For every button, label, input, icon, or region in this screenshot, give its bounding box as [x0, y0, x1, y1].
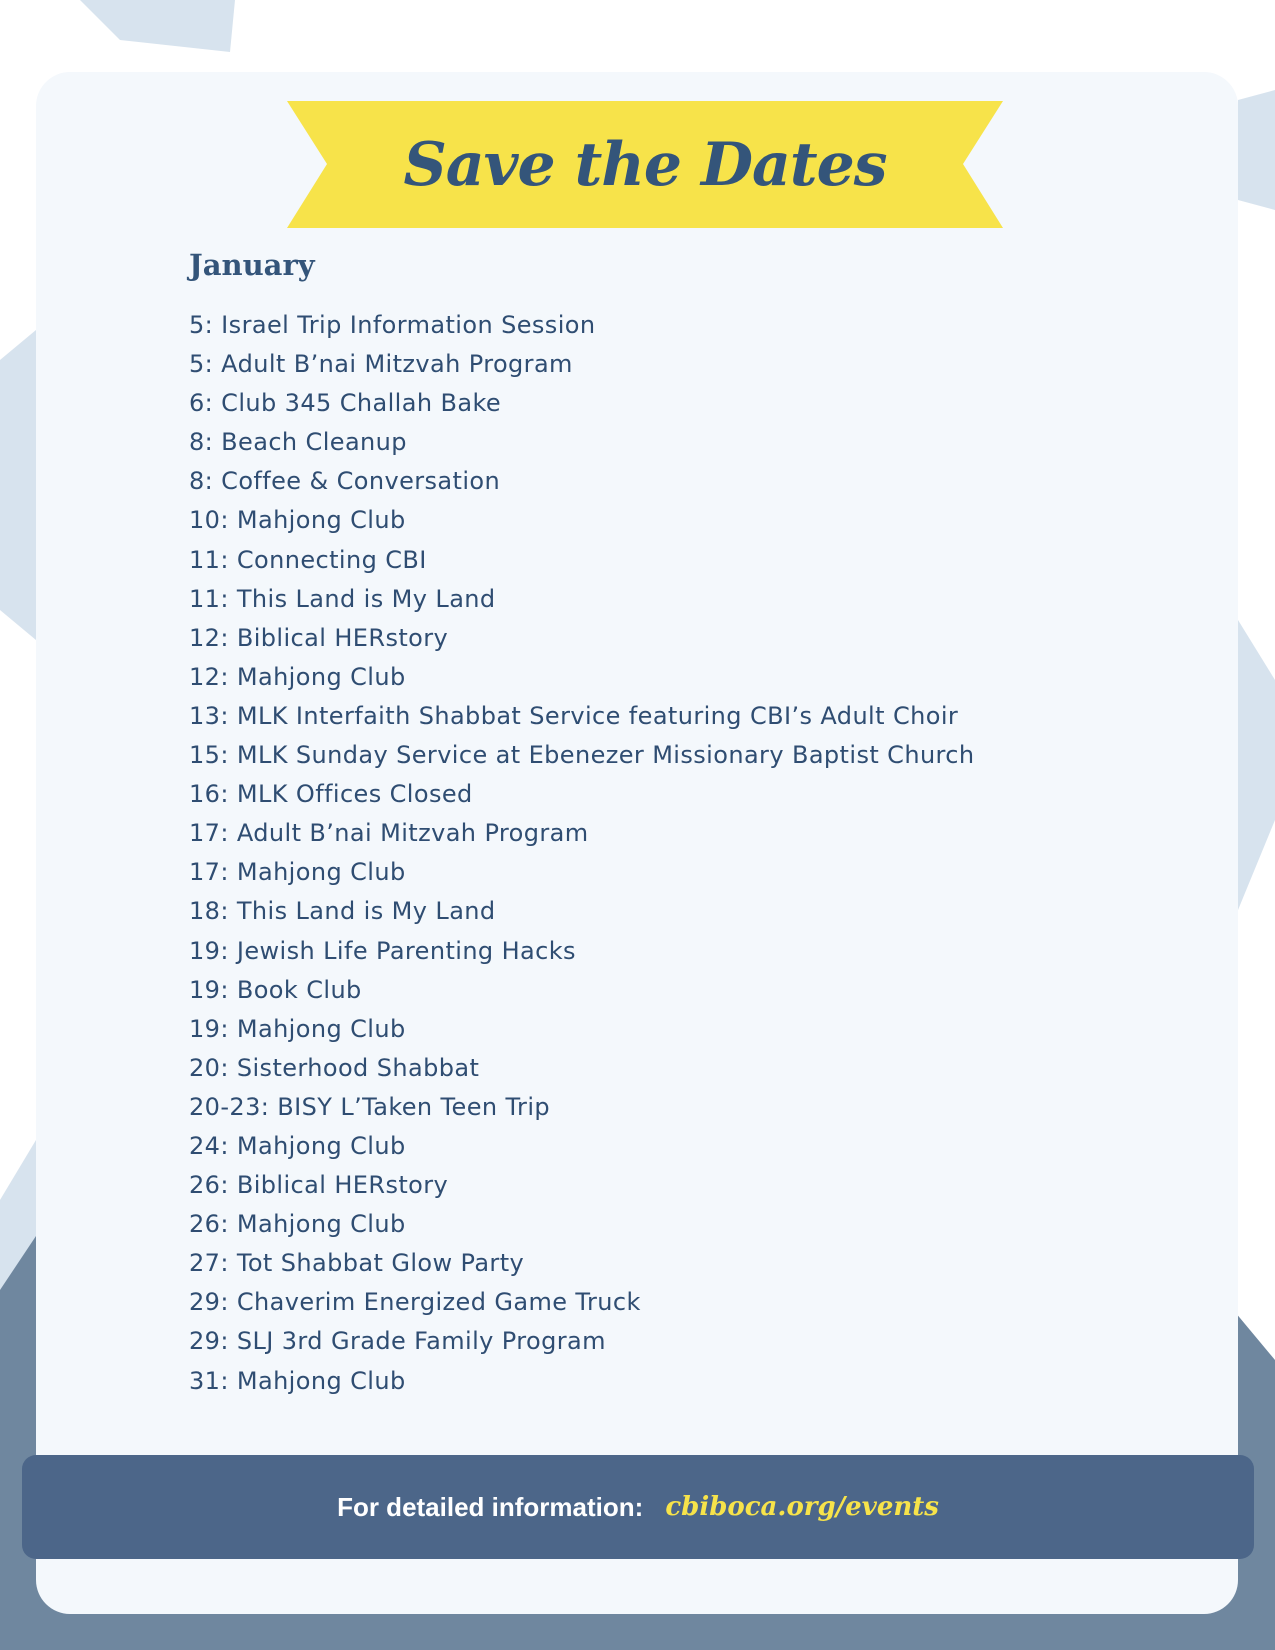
event-item: 20-23: BISY L’Taken Teen Trip	[189, 1092, 551, 1121]
event-item: 17: Mahjong Club	[189, 858, 406, 887]
event-item: 13: MLK Interfaith Shabbat Service featuring CBI’s Adult Choir	[189, 701, 959, 730]
event-item: 29: SLJ 3rd Grade Family Program	[189, 1327, 606, 1356]
event-item: 16: MLK Offices Closed	[189, 780, 473, 809]
event-item: 26: Biblical HERstory	[189, 1171, 449, 1200]
event-item: 6: Club 345 Challah Bake	[189, 389, 502, 418]
event-item: 19: Mahjong Club	[189, 1014, 406, 1043]
footer-label: For detailed information:	[337, 1491, 644, 1522]
event-item: 5: Israel Trip Information Session	[189, 311, 596, 339]
page-title: Save the Dates	[403, 129, 887, 200]
footer-bar	[22, 1455, 1254, 1559]
event-item: 12: Biblical HERstory	[189, 623, 449, 652]
event-item: 19: Jewish Life Parenting Hacks	[189, 936, 576, 965]
event-item: 26: Mahjong Club	[189, 1210, 406, 1239]
event-item: 12: Mahjong Club	[189, 662, 406, 691]
event-item: 17: Adult B’nai Mitzvah Program	[189, 819, 589, 848]
event-item: 31: Mahjong Club	[189, 1366, 406, 1395]
event-item: 15: MLK Sunday Service at Ebenezer Missionary Baptist Church	[189, 741, 975, 770]
event-item: 24: Mahjong Club	[189, 1131, 406, 1160]
event-item: 20: Sisterhood Shabbat	[189, 1053, 480, 1082]
event-item: 27: Tot Shabbat Glow Party	[189, 1249, 525, 1278]
month-heading: January	[189, 248, 315, 282]
event-item: 8: Coffee & Conversation	[189, 467, 501, 496]
event-item: 29: Chaverim Energized Game Truck	[189, 1288, 641, 1317]
events-link[interactable]: cbiboca.org/events	[665, 1492, 939, 1522]
event-item: 18: This Land is My Land	[189, 897, 496, 926]
event-item: 11: This Land is My Land	[189, 584, 496, 613]
event-list	[189, 306, 975, 1401]
event-item: 19: Book Club	[189, 975, 362, 1004]
event-item: 11: Connecting CBI	[189, 545, 427, 574]
event-item: 8: Beach Cleanup	[189, 428, 407, 457]
event-item: 5: Adult B’nai Mitzvah Program	[189, 350, 573, 379]
title-banner	[287, 101, 1003, 228]
event-item: 10: Mahjong Club	[189, 506, 406, 535]
